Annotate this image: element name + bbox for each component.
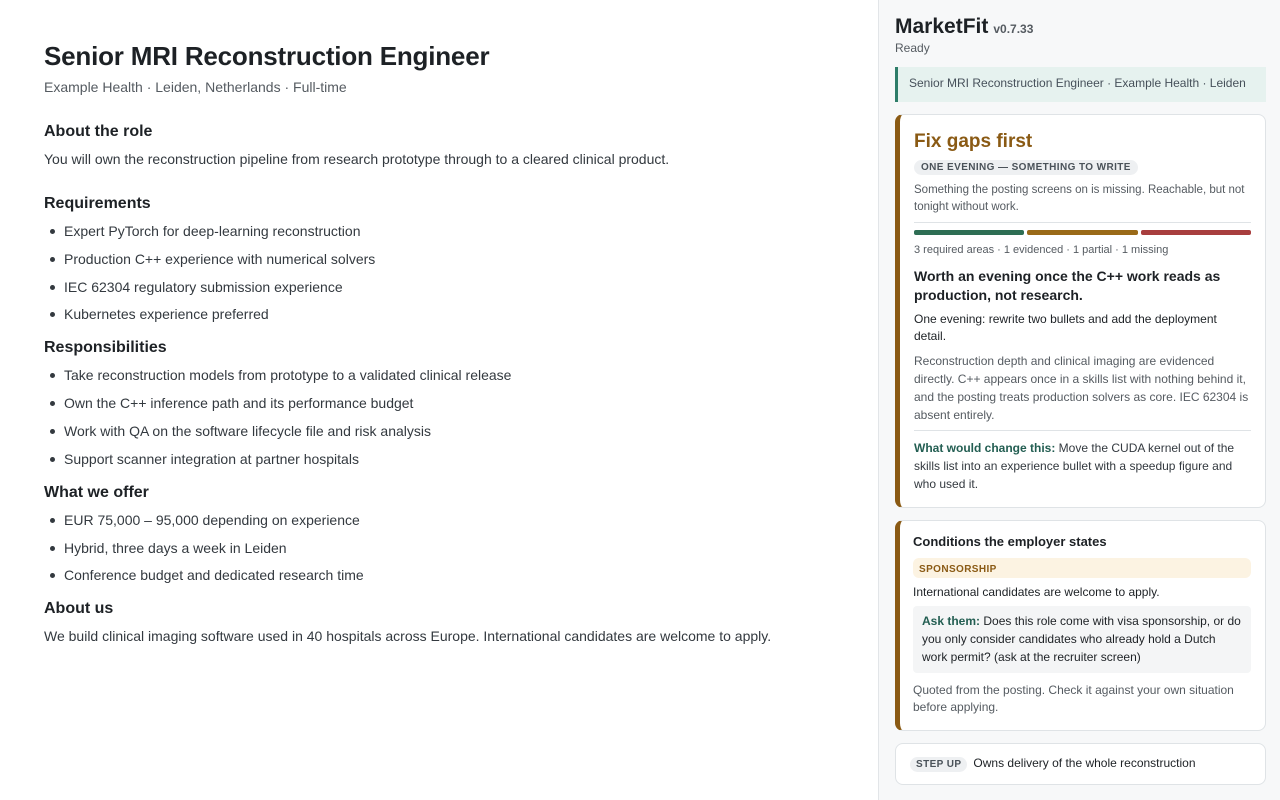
- section-text: You will own the reconstruction pipeline from research prototype through to a cleared clinical product.: [44, 151, 670, 167]
- job-title: Senior MRI Reconstruction Engineer: [44, 41, 490, 71]
- status-text: Ready: [895, 41, 930, 55]
- step-up-tag: STEP UP: [910, 757, 967, 772]
- verdict-headline: Worth an evening once the C++ work reads as production, not research.: [914, 268, 1221, 303]
- step-up-card: [895, 743, 1266, 785]
- responsibilities-list: [44, 366, 834, 467]
- change-label: What would change this:: [914, 441, 1056, 455]
- change-text: Move the CUDA kernel out of the skills list into an experience bullet with a speedup figure and who used it.: [914, 441, 1235, 491]
- list-item: Kubernetes experience preferred: [44, 305, 834, 323]
- job-meta: Example Health · Leiden, Netherlands · Full-time: [44, 79, 347, 95]
- verdict-action: One evening: rewrite two bullets and add the deployment detail.: [914, 312, 1217, 343]
- section-requirements: [44, 194, 834, 323]
- divider: [914, 222, 1251, 223]
- coverage-segment-missing: [1141, 230, 1251, 235]
- coverage-bar: [914, 230, 1251, 235]
- verdict-title: Fix gaps first: [914, 131, 1033, 152]
- conditions-title: Conditions the employer states: [913, 534, 1107, 549]
- verdict-card: [895, 114, 1266, 508]
- section-about-us: [44, 599, 834, 645]
- quote-note: Quoted from the posting. Check it against your own situation before applying.: [913, 683, 1234, 714]
- job-context: Senior MRI Reconstruction Engineer · Example Health · Leiden: [895, 67, 1266, 102]
- list-item: Own the C++ inference path and its performance budget: [44, 394, 834, 412]
- areas-summary: 3 required areas · 1 evidenced · 1 partial · 1 missing: [914, 244, 1169, 256]
- list-item: IEC 62304 regulatory submission experience: [44, 278, 834, 296]
- section-heading: About the role: [44, 123, 153, 140]
- ask-label: Ask them:: [922, 614, 981, 628]
- section-heading: What we offer: [44, 483, 149, 501]
- panel-header: [895, 14, 1266, 40]
- section-heading: About us: [44, 600, 114, 618]
- list-item: Conference budget and dedicated research time: [44, 566, 834, 584]
- conditions-text: International candidates are welcome to apply.: [913, 585, 1160, 599]
- ask-text: Does this role come with visa sponsorship, or do you only consider candidates who already hold a Dutch work permit? (ask at the recruiter screen): [922, 614, 1241, 664]
- effort-badge: ONE EVENING — SOMETHING TO WRITE: [914, 160, 1138, 175]
- sponsorship-tag: SPONSORSHIP: [919, 564, 997, 575]
- verdict-subtitle: Something the posting screens on is missing. Reachable, but not tonight without work.: [914, 184, 1245, 213]
- app-brand: MarketFit: [895, 15, 989, 38]
- ask-them-box: [913, 606, 1251, 673]
- coverage-segment-evidenced: [914, 230, 1024, 235]
- list-item: Production C++ experience with numerical solvers: [44, 250, 834, 268]
- section-text: We build clinical imaging software used in 40 hospitals across Europe. International candidates are welcome to apply.: [44, 628, 772, 645]
- offer-list: [44, 511, 834, 585]
- divider: [914, 430, 1251, 431]
- condition-tag-row: [913, 558, 1251, 578]
- step-up-row: [910, 756, 1251, 772]
- what-would-change: [914, 439, 1251, 493]
- list-item: Expert PyTorch for deep-learning reconstruction: [44, 222, 834, 240]
- list-item: Support scanner integration at partner hospitals: [44, 450, 834, 468]
- list-item: Work with QA on the software lifecycle file and risk analysis: [44, 422, 834, 440]
- list-item: EUR 75,000 – 95,000 depending on experience: [44, 511, 834, 529]
- section-heading: Responsibilities: [44, 339, 167, 357]
- list-item: Hybrid, three days a week in Leiden: [44, 539, 834, 557]
- verdict-detail: Reconstruction depth and clinical imaging are evidenced directly. C++ appears once in a skills list with nothing behind it, and the posting treats production solvers as core. IEC 62304 is absent entirely.: [914, 354, 1249, 422]
- step-up-text: Owns delivery of the whole reconstruction: [973, 756, 1196, 770]
- section-offer: [44, 483, 834, 585]
- conditions-card: [895, 520, 1266, 731]
- section-heading: Requirements: [44, 195, 151, 212]
- requirements-list: [44, 222, 834, 323]
- list-item: Take reconstruction models from prototype to a validated clinical release: [44, 366, 834, 384]
- app-version: v0.7.33: [993, 22, 1034, 36]
- marketfit-panel[interactable]: [878, 0, 1280, 800]
- section-responsibilities: [44, 338, 834, 467]
- coverage-segment-partial: [1027, 230, 1137, 235]
- section-about-role: [44, 122, 834, 168]
